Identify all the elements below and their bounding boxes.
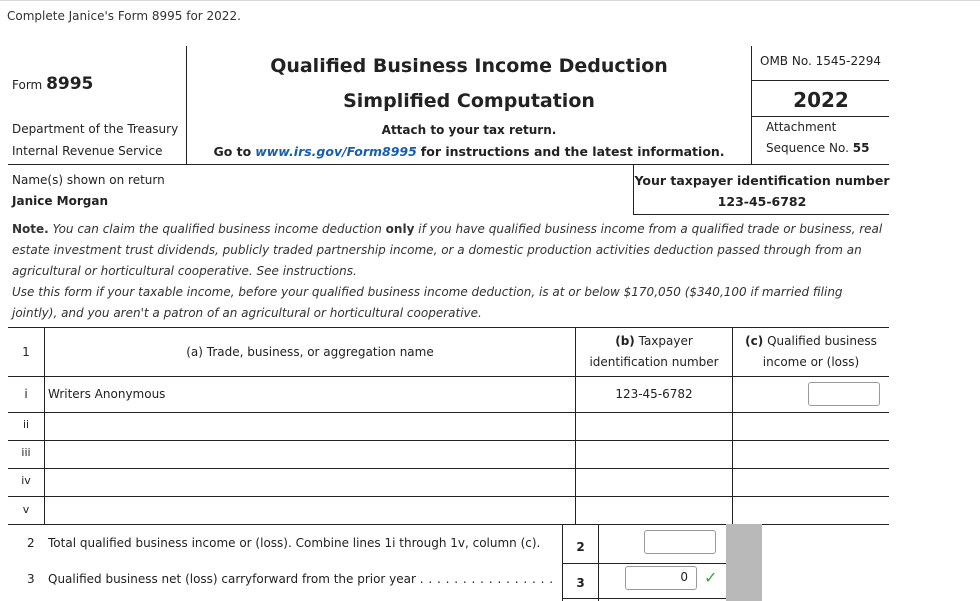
note-line2: estate investment trust dividends, publicly traded partnership income, or a domestic production activities deduction passed through from an: [12, 243, 862, 257]
row-num-iv: iv: [21, 474, 31, 487]
line2-bottom-rule: [562, 563, 726, 564]
line3-leader-dots: . . . . . . . . . . . . . . . .: [419, 572, 554, 586]
note-block: [12, 219, 892, 324]
row-num-v: v: [22, 503, 30, 516]
line2-box-number: 2: [576, 540, 585, 554]
line3-carryforward-input[interactable]: 0: [625, 566, 697, 590]
note-line1: Note. You can claim the qualified business income deduction only if you have qualified business income from a qualified trade or business, real: [12, 222, 883, 236]
row-num-ii: ii: [22, 418, 30, 431]
row-num-i: i: [24, 387, 28, 401]
tin-label: Your taxpayer identification number: [634, 173, 890, 188]
line2-number: 2: [27, 536, 35, 550]
col-b-header: (b) Taxpayer: [615, 334, 693, 348]
year-box-top: [751, 80, 889, 81]
row-num-iii: iii: [21, 446, 31, 459]
line2-total-input[interactable]: [644, 530, 716, 554]
note-line5: jointly), and you aren't a patron of an agricultural or horticultural cooperative.: [12, 306, 482, 320]
line3-bottom-rule: [562, 598, 726, 599]
row-ii-rule: [8, 440, 889, 441]
correct-check-icon: ✓: [704, 568, 718, 587]
irs-form-link[interactable]: www.irs.gov/Form8995: [255, 144, 417, 159]
line2-text: Total qualified business income or (loss). Combine lines 1i through 1v, column (c).: [48, 536, 541, 550]
row-iii-rule: [8, 468, 889, 469]
table-top-rule: [8, 327, 889, 328]
row-i-tin: 123-45-6782: [615, 387, 693, 401]
col-a-header: (a) Trade, business, or aggregation name: [186, 345, 434, 359]
year-box-bottom: [751, 116, 889, 117]
table-header-rule: [8, 376, 889, 377]
omb-number: OMB No. 1545-2294: [760, 54, 881, 68]
note-line3: agricultural or horticultural cooperative. See instructions.: [12, 264, 357, 278]
header-divider-left: [186, 46, 187, 164]
col-c-header: (c) Qualified business: [745, 334, 877, 348]
goto-suffix: for instructions and the latest information.: [420, 144, 725, 159]
shaded-column: [726, 524, 762, 601]
row-i-rule: [8, 412, 889, 413]
line3-box-number: 3: [576, 576, 585, 590]
top-divider: [0, 0, 980, 1]
attachment-label: Attachment: [766, 120, 837, 134]
goto-line: [188, 144, 750, 159]
name-label: Name(s) shown on return: [12, 173, 165, 187]
col-c-header-line2: income or (loss): [762, 355, 860, 369]
row-iv-rule: [8, 496, 889, 497]
instruction-text: Complete Janice's Form 8995 for 2022.: [7, 9, 241, 23]
form-id: [12, 74, 93, 94]
form-title-line2: Simplified Computation: [343, 90, 595, 112]
sequence-line: [766, 141, 869, 155]
taxpayer-name: Janice Morgan: [12, 194, 108, 208]
line3-number: 3: [27, 572, 35, 586]
sequence-number: 55: [852, 141, 870, 155]
tax-year: 2022: [793, 88, 849, 112]
note-label: Note.: [12, 222, 49, 236]
dept-line2: Internal Revenue Service: [12, 144, 163, 158]
table-line-number: 1: [22, 345, 30, 359]
goto-prefix: Go to: [213, 144, 252, 159]
dept-line1: Department of the Treasury: [12, 122, 179, 136]
attach-text: Attach to your tax return.: [381, 123, 557, 137]
form-label: Form: [12, 78, 43, 92]
line3-text: Qualified business net (loss) carryforward from the prior year . . . . . . . . . . . . . . . .: [48, 572, 554, 586]
form-title-line1: Qualified Business Income Deduction: [270, 55, 668, 77]
header-bottom-rule: [8, 164, 889, 165]
form-number: 8995: [46, 74, 94, 94]
row-i-business-name: Writers Anonymous: [48, 387, 166, 401]
tin-bottom-rule: [633, 214, 889, 215]
note-line4: Use this form if your taxable income, before your qualified business income deduction, is at or below $170,050 ($340,100 if married filing: [12, 285, 843, 299]
row-i-income-input[interactable]: [808, 382, 880, 406]
sequence-label: Sequence No.: [766, 141, 849, 155]
col-b-header-line2: identification number: [589, 355, 719, 369]
taxpayer-tin: 123-45-6782: [717, 194, 807, 209]
